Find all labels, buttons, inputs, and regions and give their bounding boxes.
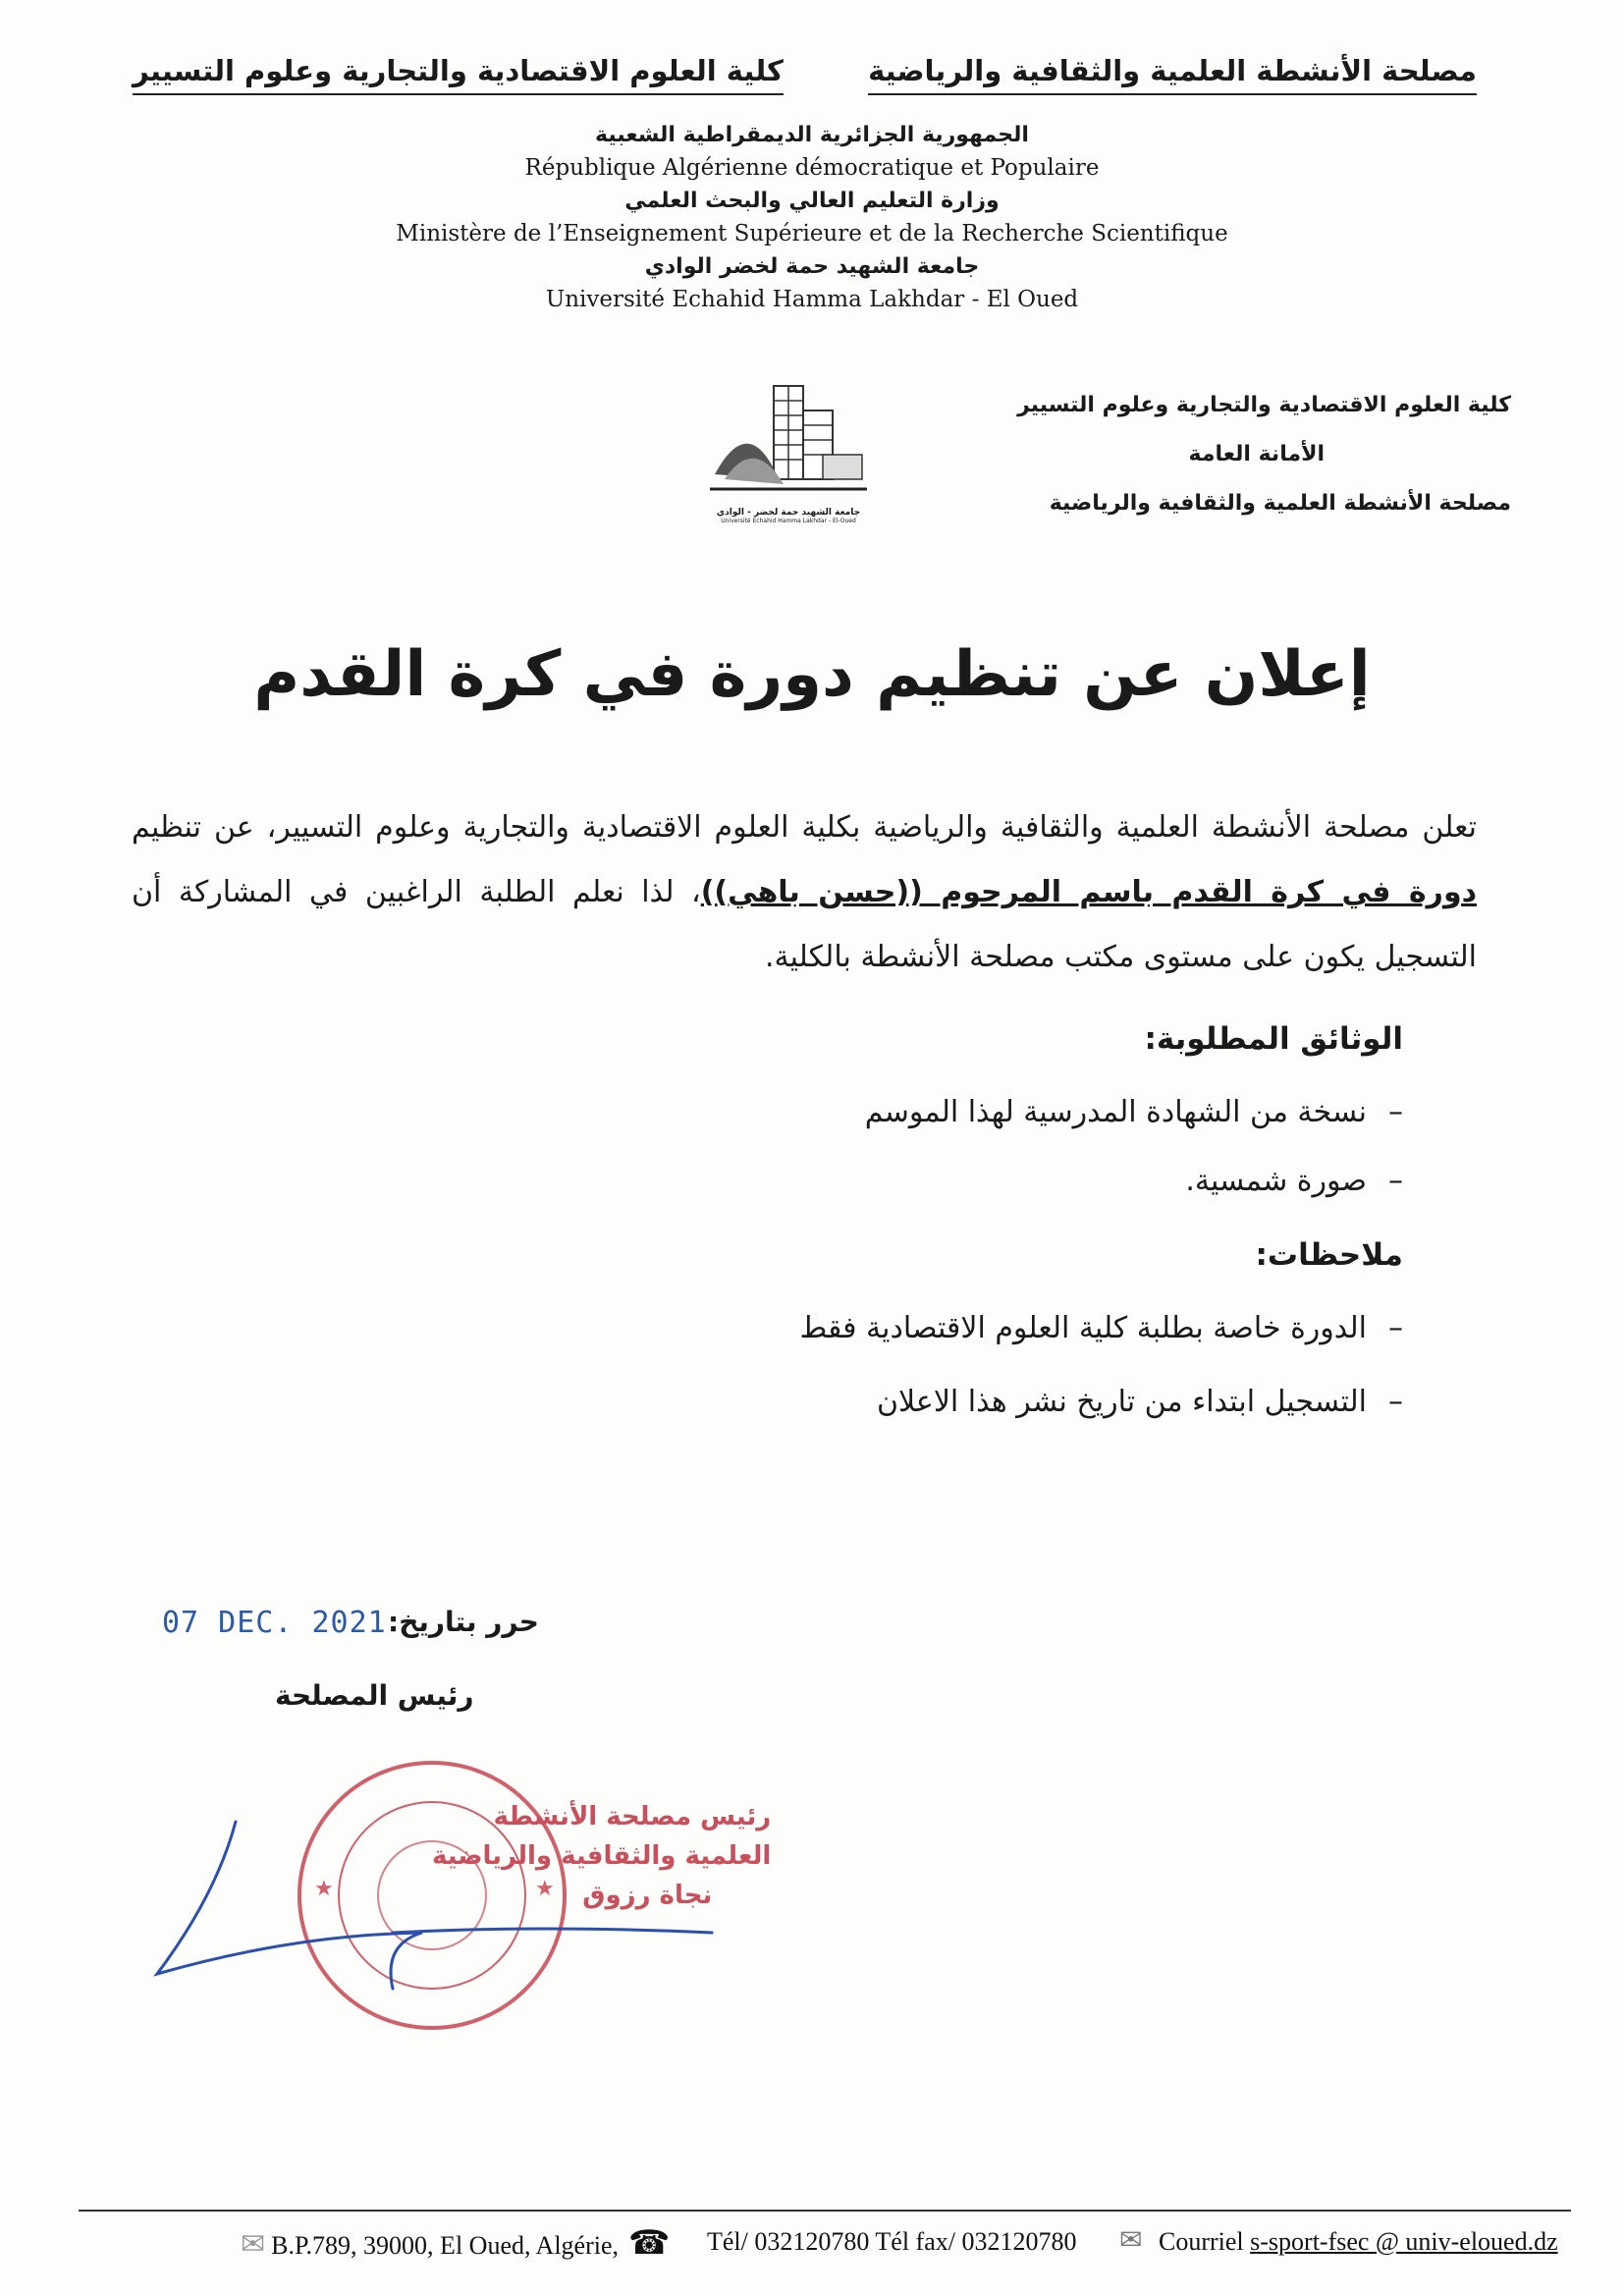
list-item: –نسخة من الشهادة المدرسية لهذا الموسم xyxy=(864,1095,1403,1129)
university-logo xyxy=(705,381,872,538)
official-header xyxy=(0,123,1624,312)
footer-email: Courriel s-sport-fsec @ univ-eloued.dz xyxy=(1159,2227,1558,2256)
faculty-block xyxy=(1017,381,1511,528)
notes-heading: ملاحظات: xyxy=(1255,1237,1403,1273)
republic-fr: République Algérienne démocratique et Populaire xyxy=(524,155,1100,181)
footer-divider xyxy=(79,2210,1571,2212)
svg-text:★: ★ xyxy=(314,1877,334,1901)
ministry-fr: Ministère de l’Enseignement Supérieure et de la Recherche Scientifique xyxy=(396,221,1228,246)
tournament-name: دورة في كرة القدم باسم المرحوم ((حسن باهي)) xyxy=(700,875,1477,909)
republic-ar: الجمهورية الجزائرية الديمقراطية الشعبية xyxy=(595,123,1029,147)
service-line: مصلحة الأنشطة العلمية والثقافية والرياضية xyxy=(1049,491,1511,516)
announcement-title: إعلان عن تنظيم دورة في كرة القدم xyxy=(253,638,1371,711)
email-icon: ✉ xyxy=(1119,2225,1143,2256)
envelope-icon: ✉ xyxy=(241,2228,266,2261)
university-fr: Université Echahid Hamma Lakhdar - El Oued xyxy=(545,287,1079,312)
documents-heading: الوثائق المطلوبة: xyxy=(1144,1021,1403,1057)
signature-icon xyxy=(147,1817,717,1994)
date-label: حرر بتاريخ: xyxy=(388,1606,539,1638)
faculty-header: كلية العلوم الاقتصادية والتجارية وعلوم التسيير xyxy=(133,54,784,95)
stamp-text: رئيس مصلحة الأنشطة العلمية والثقافية والرياضية نجاة رزوق xyxy=(432,1802,772,1910)
secretariat-line: الأمانة العامة xyxy=(1188,442,1325,466)
footer-address: ✉ B.P.789, 39000, El Oued, Algérie, xyxy=(241,2228,620,2261)
faculty-line: كلية العلوم الاقتصادية والتجارية وعلوم التسيير xyxy=(1017,393,1511,417)
date-stamp: 07 DEC. 2021 xyxy=(162,1606,387,1640)
footer-phone: Tél/ 032120780 Tél fax/ 032120780 xyxy=(707,2227,1077,2256)
head-title: رئيس المصلحة xyxy=(275,1679,474,1712)
service-header: مصلحة الأنشطة العلمية والثقافية والرياضية xyxy=(868,54,1477,95)
body-text-end: ، لذا نعلم الطلبة الراغبين في المشاركة أن التسجيل يكون على مستوى مكتب مصلحة الأنشطة بالكلية. xyxy=(132,875,1477,974)
list-item: –صورة شمسية. xyxy=(1185,1164,1403,1198)
university-ar: جامعة الشهيد حمة لخضر الوادي xyxy=(644,254,980,279)
logo-caption-ar: جامعة الشهيد حمة لخضر - الوادي xyxy=(716,508,861,518)
ministry-ar: وزارة التعليم العالي والبحث العلمي xyxy=(624,189,1000,213)
email-link[interactable]: s-sport-fsec @ univ-eloued.dz xyxy=(1250,2227,1558,2256)
announcement-body xyxy=(132,795,1477,990)
list-item: –التسجيل ابتداء من تاريخ نشر هذا الاعلان xyxy=(876,1385,1403,1419)
phone-icon: ☎ xyxy=(628,2225,671,2262)
logo-caption-fr: Université Echahid Hamma Lakhdar - El-Oued xyxy=(721,518,856,524)
body-text-start: تعلن مصلحة الأنشطة العلمية والثقافية والرياضية بكلية العلوم الاقتصادية والتجارية وعلوم التسيير، عن تنظيم xyxy=(132,810,1477,845)
list-item: –الدورة خاصة بطلبة كلية العلوم الاقتصادية فقط xyxy=(799,1311,1403,1345)
building-icon xyxy=(705,381,872,504)
svg-text:★: ★ xyxy=(535,1877,555,1901)
